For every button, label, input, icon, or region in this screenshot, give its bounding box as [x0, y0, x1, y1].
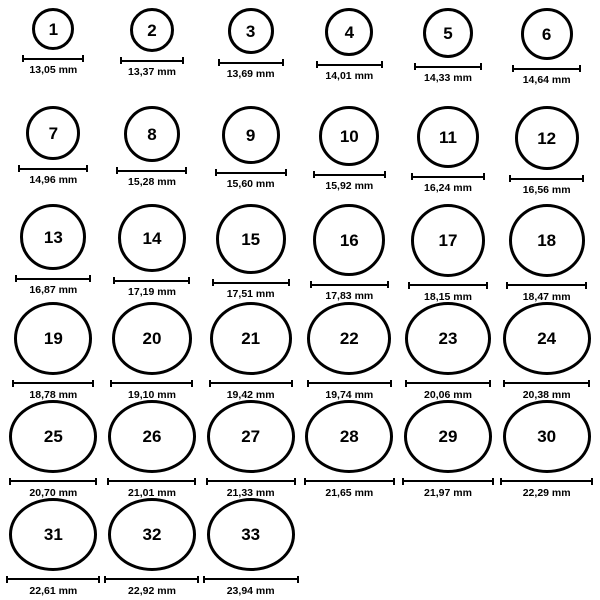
measurement-bar-icon — [509, 175, 584, 182]
ring-diameter-label: 15,60 mm — [226, 178, 275, 190]
measurement-bar-icon — [408, 282, 488, 289]
ring-cell[interactable] — [497, 106, 596, 204]
ring-circle[interactable] — [207, 400, 295, 473]
ring-measurement — [15, 275, 91, 296]
ring-measurement — [307, 380, 392, 401]
measurement-bar-icon — [209, 380, 293, 387]
ring-size-label: 9 — [245, 125, 256, 145]
ring-size-label: 13 — [43, 227, 63, 247]
ring-size-label: 33 — [241, 524, 261, 544]
ring-size-label: 5 — [443, 23, 453, 43]
ring-diameter-label: 14,64 mm — [522, 74, 571, 86]
ring-measurement — [209, 380, 293, 401]
measurement-bar-icon — [414, 63, 482, 70]
ring-measurement — [215, 169, 287, 190]
measurement-bar-icon — [203, 576, 299, 583]
ring-circle[interactable] — [509, 204, 585, 277]
ring-measurement — [110, 380, 193, 401]
ring-measurement — [218, 59, 284, 80]
measurement-bar-icon — [12, 380, 94, 387]
measurement-bar-icon — [206, 478, 296, 485]
ring-diameter-label: 21,97 mm — [424, 486, 472, 499]
measurement-bar-icon — [9, 478, 97, 485]
measurement-bar-icon — [6, 576, 100, 583]
ring-circle[interactable] — [319, 106, 379, 166]
ring-cell[interactable] — [497, 8, 596, 106]
ring-circle[interactable] — [325, 8, 373, 56]
ring-size-label: 27 — [241, 426, 261, 446]
ring-size-label: 7 — [48, 123, 59, 143]
ring-measurement — [304, 478, 395, 499]
ring-diameter-label: 13,37 mm — [128, 66, 176, 78]
measurement-bar-icon — [307, 380, 392, 387]
ring-size-label: 23 — [438, 328, 458, 348]
ring-size-label: 4 — [344, 22, 355, 42]
ring-diameter-label: 15,28 mm — [128, 176, 176, 188]
ring-size-label: 14 — [142, 228, 162, 248]
ring-cell[interactable] — [103, 400, 202, 498]
ring-size-label: 3 — [245, 21, 256, 41]
measurement-bar-icon — [218, 59, 284, 66]
ring-cell[interactable] — [399, 204, 498, 302]
ring-circle[interactable] — [515, 106, 579, 170]
ring-size-label: 29 — [438, 426, 458, 446]
ring-diameter-label: 23,94 mm — [226, 584, 275, 597]
measurement-bar-icon — [506, 282, 587, 289]
measurement-bar-icon — [503, 380, 590, 387]
ring-size-label: 26 — [142, 426, 162, 446]
ring-size-label: 31 — [43, 524, 63, 544]
ring-circle[interactable] — [108, 498, 196, 571]
ring-measurement — [18, 165, 88, 186]
ring-diameter-label: 18,15 mm — [424, 290, 472, 303]
ring-cell[interactable] — [201, 8, 300, 106]
measurement-bar-icon — [110, 380, 193, 387]
ring-size-label: 17 — [438, 230, 458, 250]
measurement-bar-icon — [310, 281, 389, 288]
ring-circle[interactable] — [9, 400, 97, 473]
ring-size-label: 21 — [241, 328, 261, 348]
ring-circle[interactable] — [14, 302, 92, 375]
ring-circle[interactable] — [405, 302, 491, 375]
ring-circle[interactable] — [112, 302, 192, 375]
ring-size-label: 18 — [537, 230, 557, 250]
ring-diameter-label: 18,47 mm — [522, 290, 571, 303]
ring-diameter-label: 17,19 mm — [128, 286, 176, 298]
measurement-bar-icon — [316, 61, 383, 68]
ring-cell[interactable] — [399, 106, 498, 204]
ring-measurement — [6, 576, 100, 597]
ring-measurement — [414, 63, 482, 84]
ring-circle[interactable] — [216, 204, 286, 274]
ring-cell[interactable] — [103, 498, 202, 596]
ring-cell[interactable] — [201, 106, 300, 204]
ring-diameter-label: 14,96 mm — [29, 174, 78, 186]
ring-measurement — [206, 478, 296, 499]
ring-size-label: 32 — [142, 524, 162, 544]
ring-size-label: 28 — [339, 426, 359, 446]
ring-circle[interactable] — [521, 8, 573, 60]
ring-size-label: 12 — [537, 128, 557, 148]
ring-diameter-label: 22,29 mm — [522, 486, 571, 499]
ring-cell[interactable] — [300, 204, 399, 302]
ring-cell[interactable] — [4, 204, 103, 302]
ring-measurement — [316, 61, 383, 82]
ring-measurement — [506, 282, 587, 303]
ring-size-label: 25 — [43, 426, 63, 446]
ring-diameter-label: 14,01 mm — [325, 70, 374, 82]
ring-cell[interactable] — [201, 302, 300, 400]
ring-circle[interactable] — [9, 498, 97, 571]
ring-measurement — [313, 171, 386, 192]
ring-circle[interactable] — [404, 400, 492, 473]
ring-cell[interactable] — [4, 498, 103, 596]
ring-circle[interactable] — [503, 302, 591, 375]
ring-diameter-label: 21,65 mm — [325, 486, 374, 499]
ring-circle[interactable] — [108, 400, 196, 473]
ring-size-label: 19 — [43, 328, 63, 348]
ring-circle[interactable] — [210, 302, 292, 375]
ring-diameter-label: 21,01 mm — [128, 486, 176, 499]
ring-size-label: 11 — [438, 127, 457, 147]
ring-cell[interactable] — [4, 106, 103, 204]
ring-measurement — [22, 55, 84, 76]
ring-measurement — [408, 282, 488, 303]
ring-size-label: 1 — [48, 19, 59, 39]
ring-circle[interactable] — [207, 498, 295, 571]
ring-cell[interactable] — [103, 8, 202, 106]
ring-cell[interactable] — [300, 400, 399, 498]
measurement-bar-icon — [212, 279, 290, 286]
ring-size-label: 6 — [541, 24, 552, 44]
ring-cell[interactable] — [300, 8, 399, 106]
ring-cell[interactable] — [103, 204, 202, 302]
ring-circle[interactable] — [130, 8, 174, 52]
measurement-bar-icon — [113, 277, 190, 284]
ring-size-label: 30 — [537, 426, 557, 446]
measurement-bar-icon — [313, 171, 386, 178]
ring-size-label: 16 — [339, 230, 359, 250]
ring-diameter-label: 13,05 mm — [29, 64, 78, 76]
ring-cell[interactable] — [300, 106, 399, 204]
ring-cell[interactable] — [201, 400, 300, 498]
measurement-bar-icon — [405, 380, 491, 387]
ring-cell[interactable] — [4, 8, 103, 106]
ring-measurement — [512, 65, 581, 86]
ring-cell[interactable] — [103, 302, 202, 400]
ring-size-label: 15 — [241, 229, 261, 249]
measurement-bar-icon — [512, 65, 581, 72]
ring-diameter-label: 19,10 mm — [128, 388, 176, 401]
ring-size-label: 2 — [147, 20, 157, 40]
ring-size-label: 20 — [142, 328, 162, 348]
ring-cell[interactable] — [103, 106, 202, 204]
measurement-bar-icon — [107, 478, 196, 485]
ring-circle[interactable] — [118, 204, 186, 272]
ring-circle[interactable] — [503, 400, 591, 473]
ring-diameter-label: 16,24 mm — [424, 182, 472, 194]
ring-circle[interactable] — [411, 204, 485, 277]
ring-diameter-label: 20,06 mm — [424, 388, 472, 401]
ring-circle[interactable] — [417, 106, 479, 168]
ring-diameter-label: 22,92 mm — [128, 584, 176, 597]
ring-circle[interactable] — [313, 204, 385, 276]
ring-measurement — [9, 478, 97, 499]
ring-circle[interactable] — [32, 8, 74, 50]
ring-circle[interactable] — [222, 106, 280, 164]
ring-measurement — [310, 281, 389, 302]
measurement-bar-icon — [500, 478, 593, 485]
ring-circle[interactable] — [423, 8, 473, 58]
ring-size-label: 8 — [147, 124, 157, 144]
ring-cell[interactable] — [300, 302, 399, 400]
ring-measurement — [12, 380, 94, 401]
ring-measurement — [203, 576, 299, 597]
ring-diameter-label: 15,92 mm — [325, 180, 374, 192]
ring-cell[interactable] — [497, 400, 596, 498]
ring-circle[interactable] — [307, 302, 391, 375]
ring-cell[interactable] — [201, 498, 300, 596]
ring-measurement — [113, 277, 190, 298]
ring-cell[interactable] — [497, 302, 596, 400]
ring-diameter-label: 17,51 mm — [226, 288, 275, 300]
ring-diameter-label: 20,38 mm — [522, 388, 571, 401]
ring-cell[interactable] — [399, 8, 498, 106]
ring-size-label: 24 — [537, 328, 557, 348]
ring-cell[interactable] — [4, 400, 103, 498]
ring-measurement — [212, 279, 290, 300]
ring-cell[interactable] — [4, 302, 103, 400]
measurement-bar-icon — [15, 275, 91, 282]
ring-size-label: 10 — [339, 126, 359, 146]
ring-diameter-label: 14,33 mm — [424, 72, 472, 84]
measurement-bar-icon — [215, 169, 287, 176]
measurement-bar-icon — [411, 173, 485, 180]
ring-diameter-label: 17,83 mm — [325, 290, 374, 302]
ring-circle[interactable] — [228, 8, 274, 54]
ring-circle[interactable] — [305, 400, 393, 473]
ring-diameter-label: 19,74 mm — [325, 388, 374, 401]
ring-measurement — [405, 380, 491, 401]
ring-diameter-label: 21,33 mm — [226, 486, 275, 499]
ring-diameter-label: 18,78 mm — [29, 388, 78, 401]
ring-measurement — [500, 478, 593, 499]
ring-cell[interactable] — [497, 204, 596, 302]
measurement-bar-icon — [304, 478, 395, 485]
measurement-bar-icon — [116, 167, 187, 174]
ring-measurement — [411, 173, 485, 194]
ring-diameter-label: 16,56 mm — [522, 184, 571, 196]
ring-measurement — [116, 167, 187, 188]
measurement-bar-icon — [120, 57, 184, 64]
ring-size-label: 22 — [339, 328, 359, 348]
ring-circle[interactable] — [124, 106, 180, 162]
ring-diameter-label: 16,87 mm — [29, 284, 78, 296]
measurement-bar-icon — [18, 165, 88, 172]
ring-diameter-label: 20,70 mm — [29, 486, 78, 499]
ring-measurement — [402, 478, 494, 499]
ring-cell[interactable] — [201, 204, 300, 302]
ring-cell[interactable] — [399, 302, 498, 400]
ring-diameter-label: 22,61 mm — [29, 584, 78, 597]
ring-cell[interactable] — [399, 400, 498, 498]
ring-circle[interactable] — [20, 204, 86, 270]
ring-measurement — [104, 576, 199, 597]
ring-diameter-label: 19,42 mm — [226, 388, 275, 401]
ring-grid — [4, 8, 596, 596]
ring-circle[interactable] — [26, 106, 80, 160]
ring-measurement — [503, 380, 590, 401]
ring-measurement — [509, 175, 584, 196]
measurement-bar-icon — [104, 576, 199, 583]
ring-measurement — [120, 57, 184, 78]
ring-measurement — [107, 478, 196, 499]
measurement-bar-icon — [22, 55, 84, 62]
ring-diameter-label: 13,69 mm — [226, 68, 275, 80]
measurement-bar-icon — [402, 478, 494, 485]
